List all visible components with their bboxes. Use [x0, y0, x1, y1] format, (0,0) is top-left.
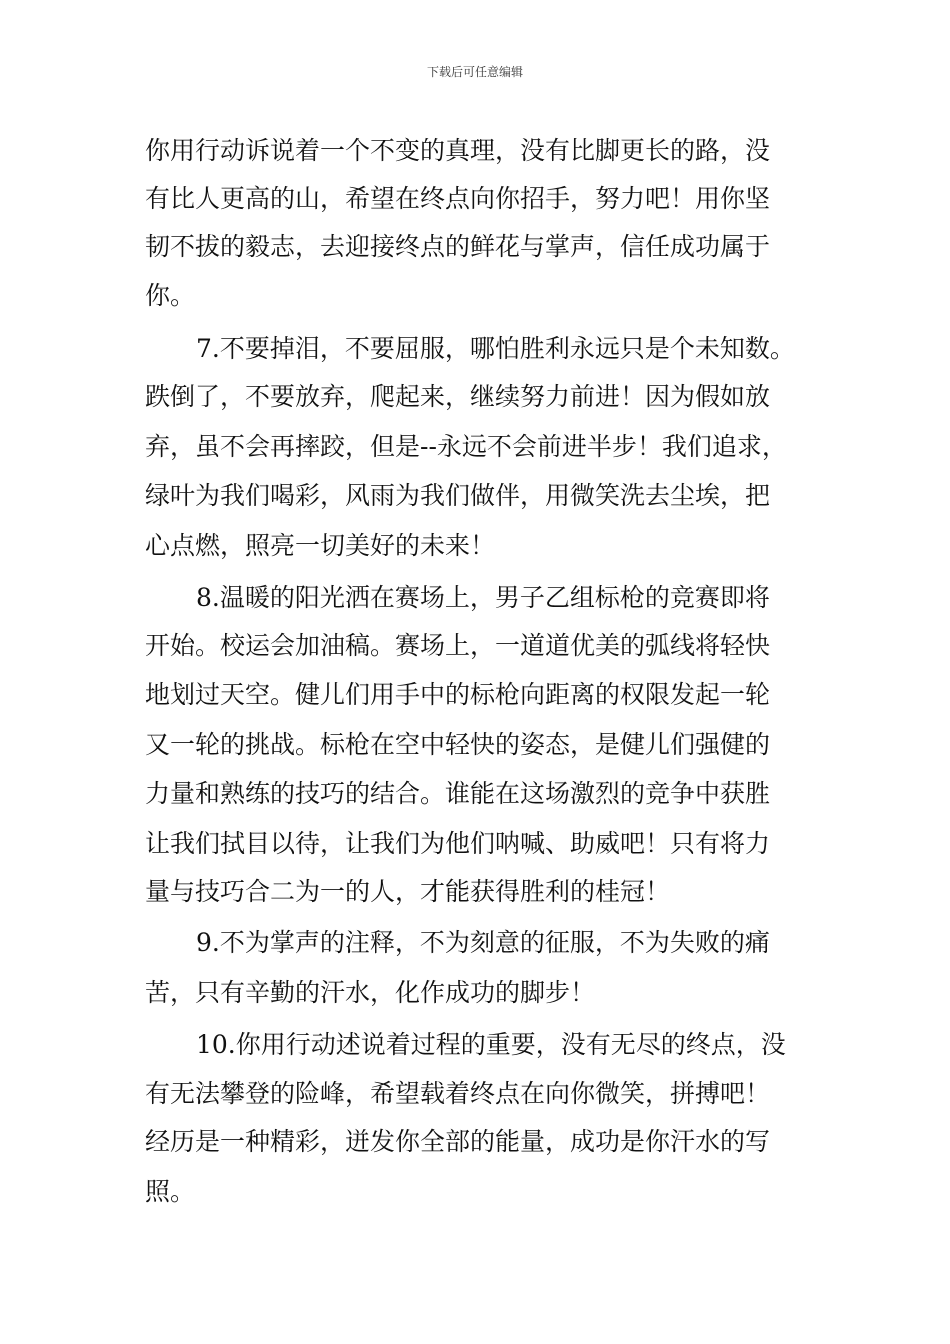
paragraph-8-line: 8.温暖的阳光洒在赛场上，男子乙组标枪的竞赛即将 [196, 583, 770, 612]
text-line: 开始。校运会加油稿。赛场上，一道道优美的弧线将轻快 [145, 631, 771, 660]
text-line: 地划过天空。健儿们用手中的标枪向距离的权限发起一轮 [145, 680, 771, 709]
text-line: 量与技巧合二为一的人，才能获得胜利的桂冠！ [145, 877, 671, 906]
paragraph-10-line: 10.你用行动述说着过程的重要，没有无尽的终点，没 [196, 1030, 786, 1059]
text-line: 你用行动诉说着一个不变的真理，没有比脚更长的路，没 [145, 136, 771, 165]
text-line: 跌倒了，不要放弃，爬起来，继续努力前进！因为假如放 [145, 382, 771, 411]
text-line: 照。 [145, 1177, 196, 1206]
text-line: 又一轮的挑战。标枪在空中轻快的姿态，是健儿们强健的 [145, 730, 771, 759]
text-line: 有无法攀登的险峰，希望载着终点在向你微笑，拼搏吧！ [145, 1079, 771, 1108]
text-line: 心点燃，照亮一切美好的未来！ [145, 531, 496, 560]
text-line: 苦，只有辛勤的汗水，化作成功的脚步！ [145, 978, 596, 1007]
text-line: 力量和熟练的技巧的结合。谁能在这场激烈的竞争中获胜 [145, 779, 771, 808]
text-line: 韧不拔的毅志，去迎接终点的鲜花与掌声，信任成功属于 [145, 232, 771, 261]
text-line: 让我们拭目以待，让我们为他们呐喊、助威吧！只有将力 [145, 829, 771, 858]
text-line: 绿叶为我们喝彩，风雨为我们做伴，用微笑洗去尘埃，把 [145, 481, 771, 510]
paragraph-7-line: 7.不要掉泪，不要屈服，哪怕胜利永远只是个未知数。 [196, 334, 795, 363]
text-line: 经历是一种精彩，迸发你全部的能量，成功是你汗水的写 [145, 1127, 771, 1156]
header-note: 下载后可任意编辑 [426, 65, 523, 79]
text-line: 你。 [145, 281, 196, 310]
paragraph-9-line: 9.不为掌声的注释，不为刻意的征服，不为失败的痛 [196, 928, 770, 957]
text-line: 弃，虽不会再摔跤，但是--永远不会前进半步！我们追求， [145, 432, 787, 461]
text-line: 有比人更高的山，希望在终点向你招手，努力吧！用你坚 [145, 184, 771, 213]
